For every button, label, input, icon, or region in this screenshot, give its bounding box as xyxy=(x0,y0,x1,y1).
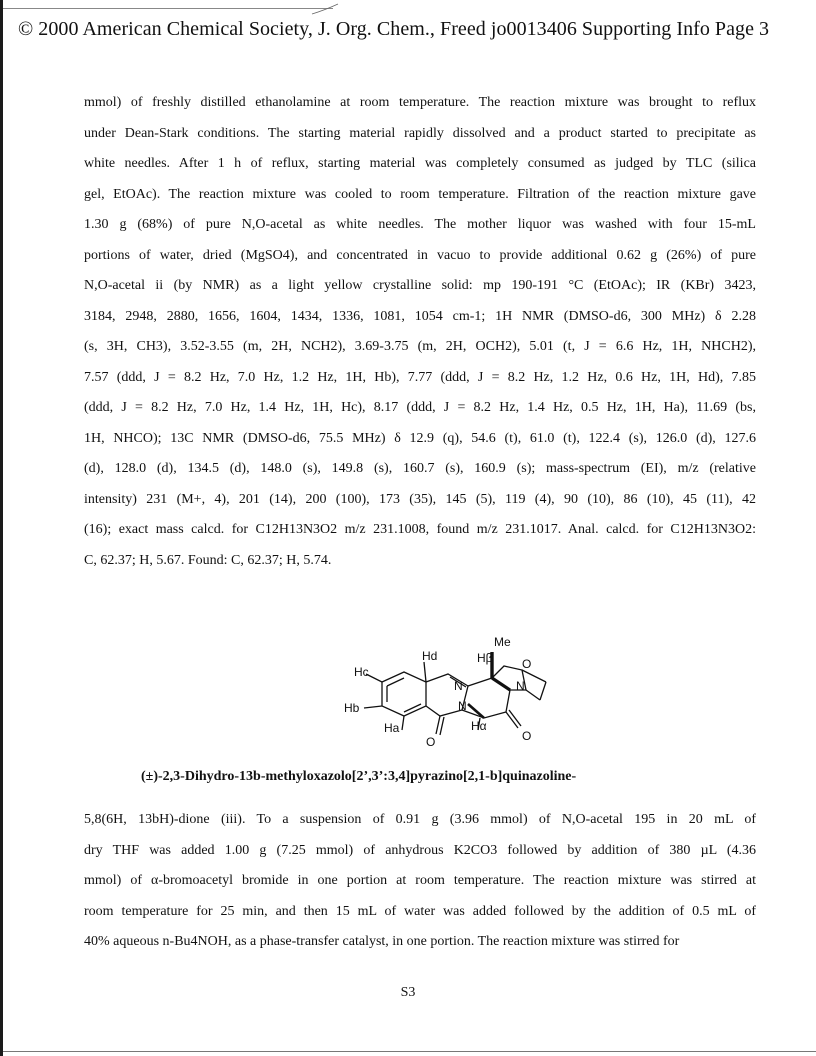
label-o-carbonyl-left: O xyxy=(426,735,436,749)
paragraph-line: gel, EtOAc). The reaction mixture was cooled to room temperature. Filtration of the reaction mixture gave xyxy=(84,186,756,202)
paragraph-line: mmol) of freshly distilled ethanolamine at room temperature. The reaction mixture was brought to reflux xyxy=(84,95,756,110)
paragraph-line: under Dean-Stark conditions. The starting material rapidly dissolved and a product started to precipitate as xyxy=(84,125,756,141)
paragraph-line: C, 62.37; H, 5.67. Found: C, 62.37; H, 5.74. xyxy=(84,552,332,568)
paragraph-line: intensity) 231 (M+, 4), 201 (14), 200 (100), 173 (35), 145 (5), 119 (4), 90 (10), 86 (10), 45 (11), 42 xyxy=(84,491,756,507)
paragraph-line: 40% aqueous n-Bu4NOH, as a phase-transfer catalyst, in one portion. The reaction mixture was stirred for xyxy=(84,934,680,949)
paragraph-line: (16); exact mass calcd. for C12H13N3O2 m/z 231.1008, found m/z 231.1017. Anal. calcd. for C12H13N3O2: xyxy=(84,522,756,537)
label-hc: Hc xyxy=(354,665,369,679)
label-n1: N xyxy=(454,679,463,693)
scan-mark xyxy=(310,2,340,16)
label-me: Me xyxy=(494,635,511,649)
page-left-border xyxy=(0,0,3,1056)
paragraph-line: portions of water, dried (MgSO4), and concentrated in vacuo to provide additional 0.62 g (26%) of pure xyxy=(84,247,756,263)
paragraph-line: (s, 3H, CH3), 3.52-3.55 (m, 2H, NCH2), 3.69-3.75 (m, 2H, OCH2), 5.01 (t, J = 6.6 Hz, 1H, NHCH2), xyxy=(84,339,756,354)
paragraph-procedure xyxy=(84,805,756,958)
paragraph-line: 1H, NHCO); 13C NMR (DMSO-d6, 75.5 MHz) δ 12.9 (q), 54.6 (t), 61.0 (t), 122.4 (s), 126.0 (d), 127.6 xyxy=(84,430,756,446)
paragraph-line: 3184, 2948, 2880, 1656, 1604, 1434, 1336, 1081, 1054 cm-1; 1H NMR (DMSO-d6, 300 MHz) δ 2.28 xyxy=(84,308,756,324)
label-hd: Hd xyxy=(422,649,438,663)
label-halpha: Hα xyxy=(471,719,487,733)
chemical-structure xyxy=(340,634,570,762)
paragraph-line: N,O-acetal ii (by NMR) as a light yellow crystalline solid: mp 190-191 °C (EtOAc); IR (KBr) 3423, xyxy=(84,278,756,293)
label-o-ring: O xyxy=(522,657,532,671)
page-number: S3 xyxy=(400,985,416,1000)
compound-title: (±)-2,3-Dihydro-13b-methyloxazolo[2’,3’:3,4]pyrazino[2,1-b]quinazoline- xyxy=(141,769,577,784)
paragraph-line: 7.57 (ddd, J = 8.2 Hz, 7.0 Hz, 1.2 Hz, 1H, Hb), 7.77 (ddd, J = 8.2 Hz, 1.2 Hz, 0.6 Hz, 1H, Hd), 7.85 xyxy=(84,369,756,385)
paragraph-characterization xyxy=(84,88,756,576)
top-rule xyxy=(3,8,333,9)
paragraph-line: mmol) of α-bromoacetyl bromide in one portion at room temperature. The reaction mixture was stirred at xyxy=(84,873,756,888)
paragraph-line: 5,8(6H, 13bH)-dione (iii). To a suspension of 0.91 g (3.96 mmol) of N,O-acetal 195 in 20 mL of xyxy=(84,812,756,827)
label-hb: Hb xyxy=(344,701,360,715)
label-o-carbonyl-right: O xyxy=(522,729,532,743)
label-n2: N xyxy=(458,699,467,713)
paragraph-line: room temperature for 25 min, and then 15 mL of water was added followed by the addition of 0.5 mL of xyxy=(84,903,756,919)
paragraph-line: (d), 128.0 (d), 134.5 (d), 148.0 (s), 149.8 (s), 160.7 (s), 160.9 (s); mass-spectrum (EI), m/z (relative xyxy=(84,461,756,476)
bottom-rule xyxy=(3,1051,816,1052)
paragraph-line: white needles. After 1 h of reflux, starting material was completely consumed as judged by TLC (silica xyxy=(84,156,756,171)
label-ha: Ha xyxy=(384,721,400,735)
paragraph-line: (ddd, J = 8.2 Hz, 7.0 Hz, 1.4 Hz, 1H, Hc), 8.17 (ddd, J = 8.2 Hz, 1.4 Hz, 0.5 Hz, 1H, Ha), 11.69 (bs, xyxy=(84,400,756,415)
page-header: © 2000 American Chemical Society, J. Org. Chem., Freed jo0013406 Supporting Info Page 3 xyxy=(18,18,770,40)
label-n3: N xyxy=(516,679,525,693)
label-hbeta: Hβ xyxy=(477,651,493,665)
paragraph-line: dry THF was added 1.00 g (7.25 mmol) of anhydrous K2CO3 followed by addition of 380 µL (4.36 xyxy=(84,842,756,858)
paragraph-line: 1.30 g (68%) of pure N,O-acetal as white needles. The mother liquor was washed with four 15-mL xyxy=(84,217,756,232)
